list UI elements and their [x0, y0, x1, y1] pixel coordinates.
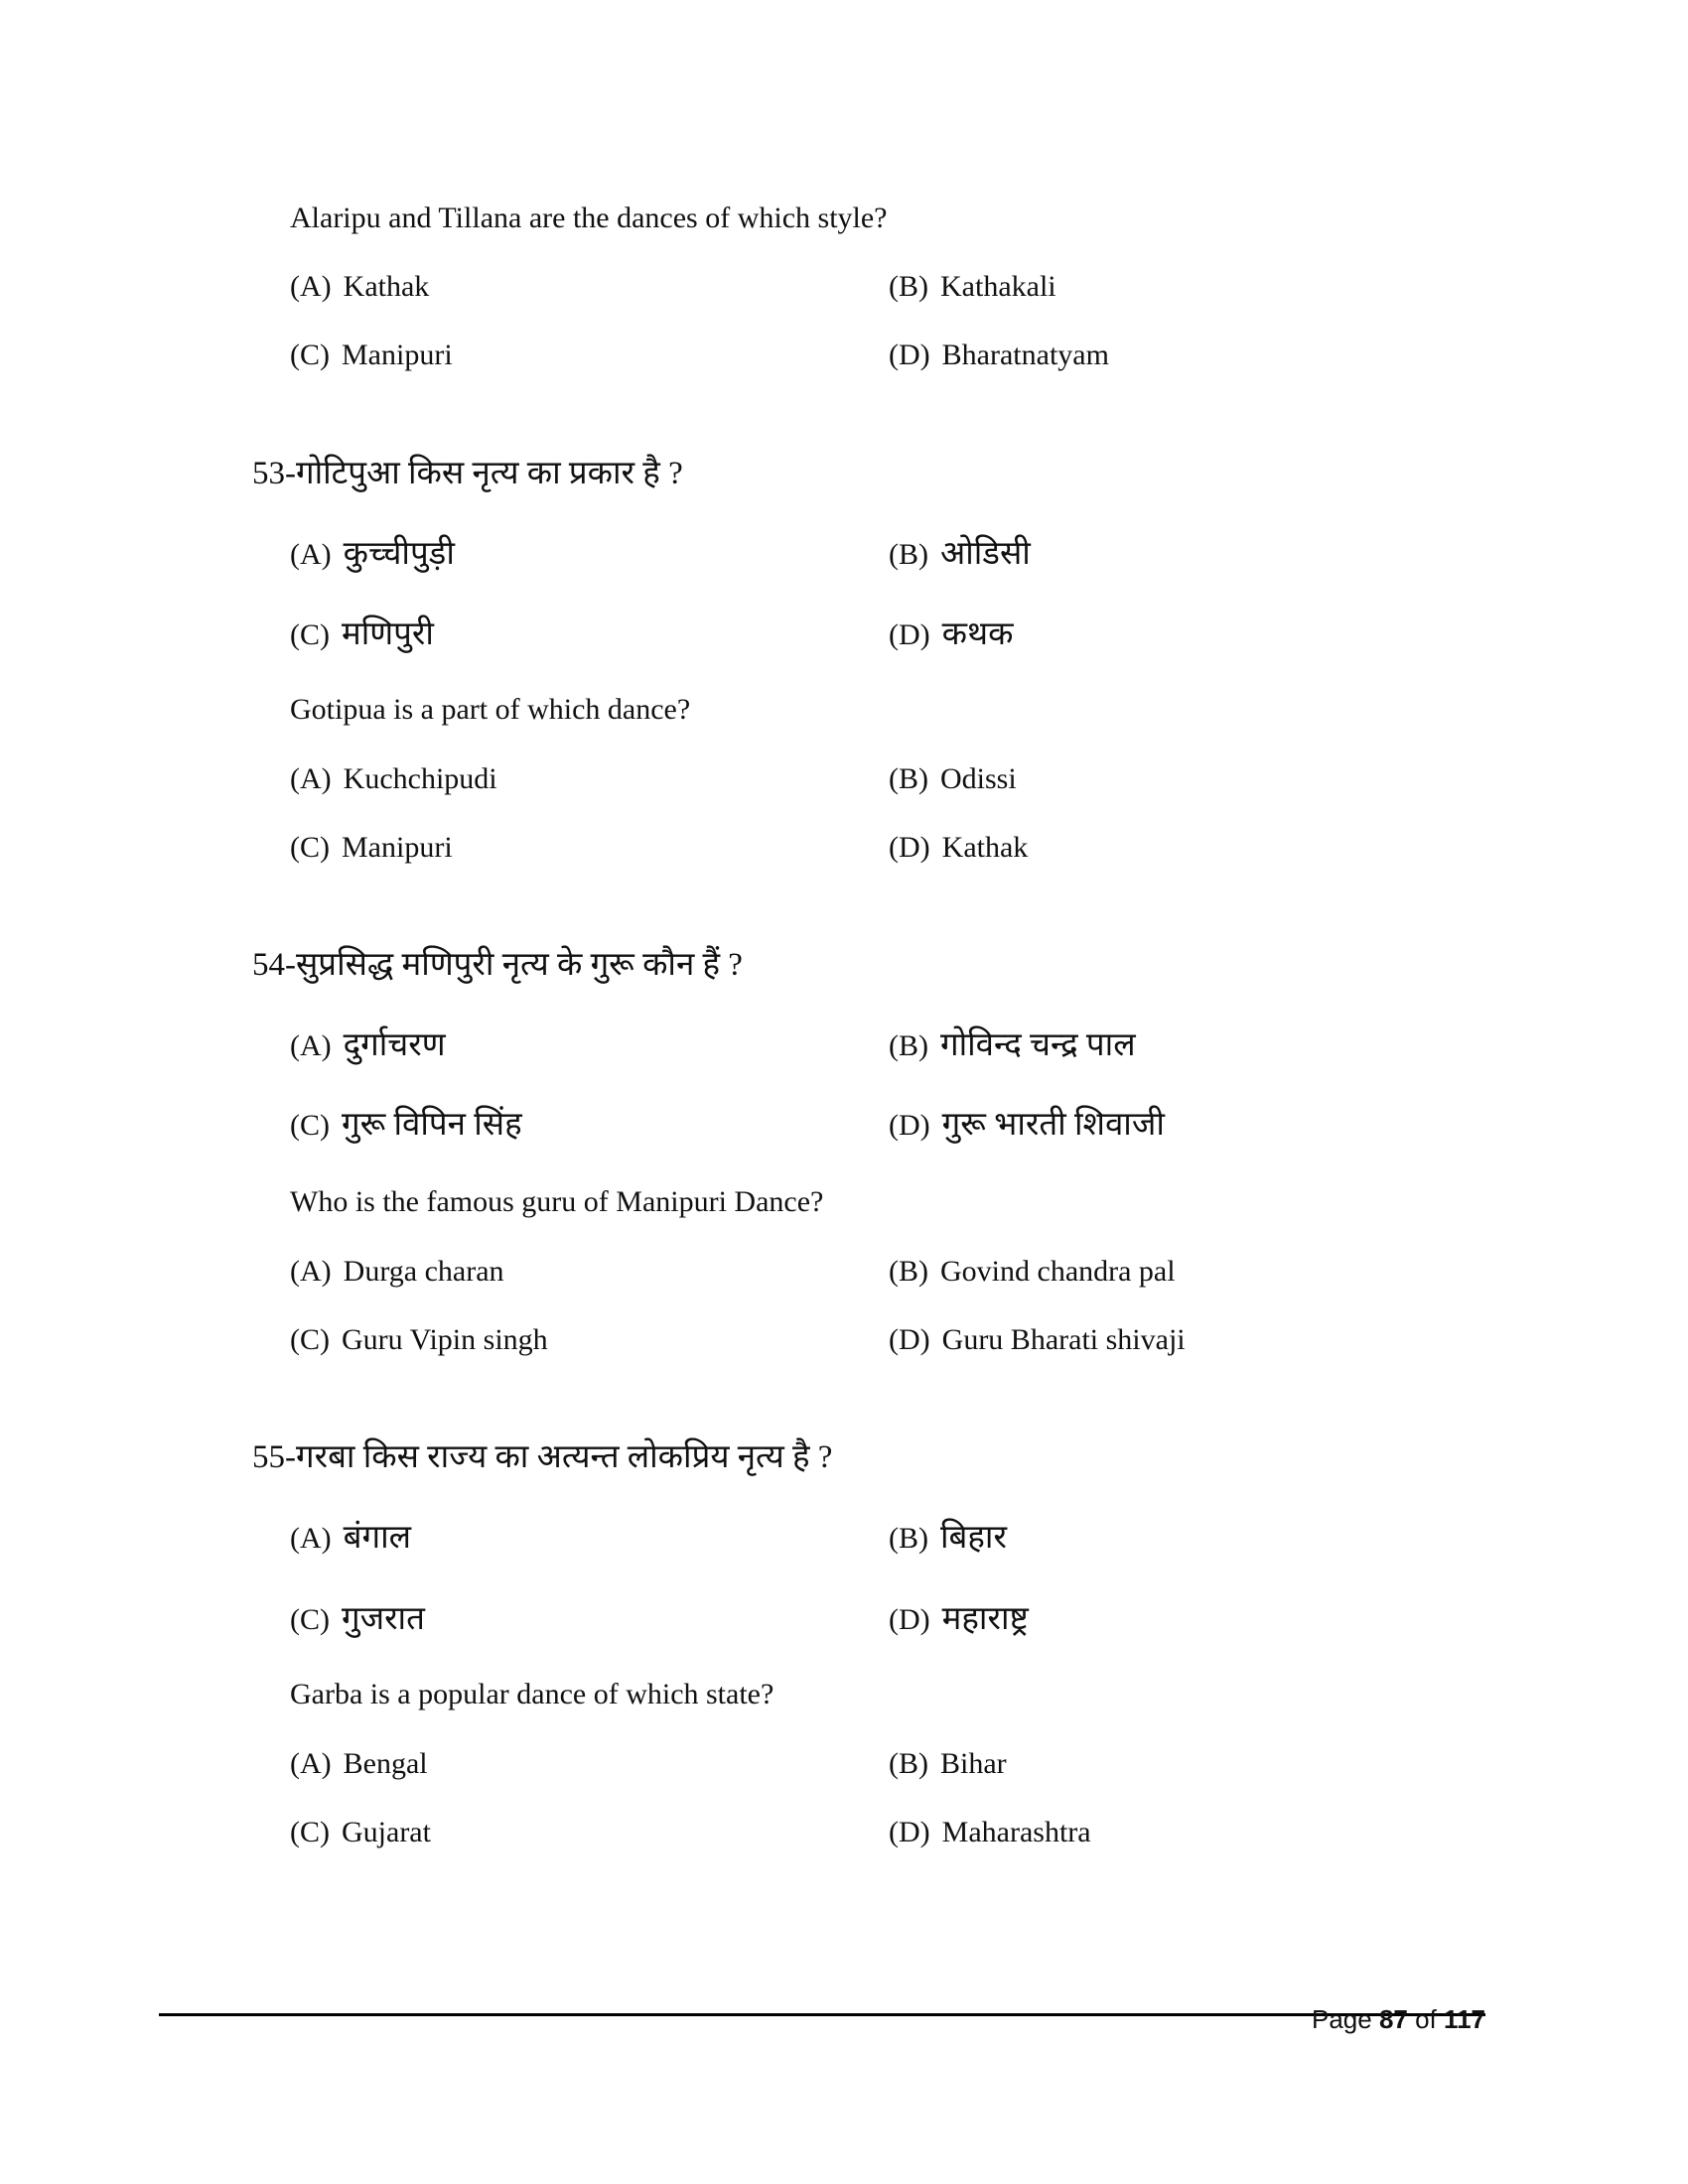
option-a: [290, 1252, 504, 1292]
page-word: Page: [1312, 2004, 1372, 2034]
option-b: [889, 1025, 1136, 1066]
option-text: Kathak: [343, 270, 430, 303]
option-text: Kathakali: [940, 270, 1056, 303]
current-page: 87: [1378, 2004, 1408, 2034]
footer-divider: [159, 2013, 1485, 2016]
option-d: [889, 1320, 1186, 1360]
option-label: (A): [290, 762, 332, 795]
option-text: Bharatnatyam: [941, 339, 1109, 371]
option-label: (B): [889, 1747, 928, 1780]
option-text: Kathak: [941, 831, 1029, 864]
option-label: (C): [290, 618, 330, 651]
option-text: Bengal: [343, 1747, 428, 1780]
option-label: (D): [889, 1109, 930, 1142]
option-d: [889, 1599, 1029, 1640]
option-a: [290, 267, 429, 307]
option-label: (C): [290, 1109, 330, 1142]
question-text: 55-गरबा किस राज्य का अत्यन्त लोकप्रिय नृत्य है ?: [252, 1439, 833, 1475]
option-text: बिहार: [940, 1520, 1007, 1556]
question-text: Gotipua is a part of which dance?: [290, 693, 691, 726]
option-label: (B): [889, 1029, 928, 1062]
question-text: 53-गोटिपुआ किस नृत्य का प्रकार है ?: [252, 456, 683, 491]
option-text: गुरू भारती शिवाजी: [941, 1107, 1165, 1143]
option-d: [889, 828, 1028, 868]
option-label: (A): [290, 1747, 332, 1780]
option-text: Maharashtra: [941, 1816, 1091, 1848]
option-label: (D): [889, 618, 930, 651]
option-label: (D): [889, 1816, 930, 1848]
option-label: (D): [889, 1323, 930, 1356]
option-c: [290, 336, 453, 375]
option-label: (C): [290, 831, 330, 864]
option-label: (A): [290, 270, 332, 303]
option-text: ओडिसी: [940, 536, 1031, 572]
option-text: Durga charan: [343, 1255, 504, 1288]
option-d: [889, 336, 1109, 375]
option-label: (C): [290, 1603, 330, 1636]
option-c: [290, 828, 453, 868]
option-text: मणिपुरी: [342, 616, 434, 652]
option-label: (C): [290, 339, 330, 371]
option-b: [889, 1518, 1007, 1559]
option-a: [290, 1744, 428, 1784]
option-c: [290, 1320, 548, 1360]
option-text: गुजरात: [342, 1601, 425, 1637]
option-text: Bihar: [940, 1747, 1007, 1780]
option-text: महाराष्ट्र: [941, 1601, 1029, 1637]
option-text: गुरू विपिन सिंह: [342, 1107, 522, 1143]
option-text: Odissi: [940, 762, 1017, 795]
option-a: [290, 534, 455, 575]
option-text: Govind chandra pal: [940, 1255, 1176, 1288]
option-text: Gujarat: [342, 1816, 431, 1848]
option-d: [889, 614, 1013, 655]
question-text: 54-सुप्रसिद्ध मणिपुरी नृत्य के गुरू कौन हैं ?: [252, 947, 743, 983]
option-c: [290, 614, 434, 655]
option-c: [290, 1599, 425, 1640]
option-c: [290, 1813, 431, 1852]
question-text: Who is the famous guru of Manipuri Dance?: [290, 1185, 824, 1218]
option-text: Guru Vipin singh: [342, 1323, 548, 1356]
option-b: [889, 534, 1031, 575]
option-label: (A): [290, 538, 332, 571]
option-label: (B): [889, 762, 928, 795]
question-text: Garba is a popular dance of which state?: [290, 1678, 774, 1710]
option-text: Manipuri: [342, 831, 453, 864]
option-b: [889, 1252, 1176, 1292]
option-d: [889, 1105, 1165, 1146]
option-a: [290, 1518, 411, 1559]
option-label: (D): [889, 831, 930, 864]
option-label: (A): [290, 1522, 332, 1555]
question-text: Alaripu and Tillana are the dances of which style?: [290, 202, 888, 234]
option-text: Kuchchipudi: [343, 762, 497, 795]
option-a: [290, 759, 497, 799]
option-label: (B): [889, 270, 928, 303]
option-text: दुर्गाचरण: [343, 1027, 446, 1063]
option-c: [290, 1105, 522, 1146]
option-text: कथक: [941, 616, 1014, 652]
option-label: (C): [290, 1816, 330, 1848]
option-text: बंगाल: [343, 1520, 411, 1556]
option-d: [889, 1813, 1091, 1852]
option-label: (A): [290, 1029, 332, 1062]
option-label: (D): [889, 339, 930, 371]
option-b: [889, 759, 1017, 799]
option-b: [889, 267, 1056, 307]
option-text: गोविन्द चन्द्र पाल: [940, 1027, 1136, 1063]
option-label: (D): [889, 1603, 930, 1636]
option-text: कुच्चीपुड़ी: [343, 536, 455, 572]
option-label: (A): [290, 1255, 332, 1288]
total-pages: 117: [1444, 2004, 1485, 2034]
page-number: [1312, 2001, 1485, 2037]
option-label: (B): [889, 538, 928, 571]
option-label: (C): [290, 1323, 330, 1356]
option-b: [889, 1744, 1007, 1784]
option-text: Manipuri: [342, 339, 453, 371]
option-label: (B): [889, 1255, 928, 1288]
option-a: [290, 1025, 446, 1066]
option-text: Guru Bharati shivaji: [941, 1323, 1186, 1356]
of-word: of: [1415, 2004, 1437, 2034]
option-label: (B): [889, 1522, 928, 1555]
